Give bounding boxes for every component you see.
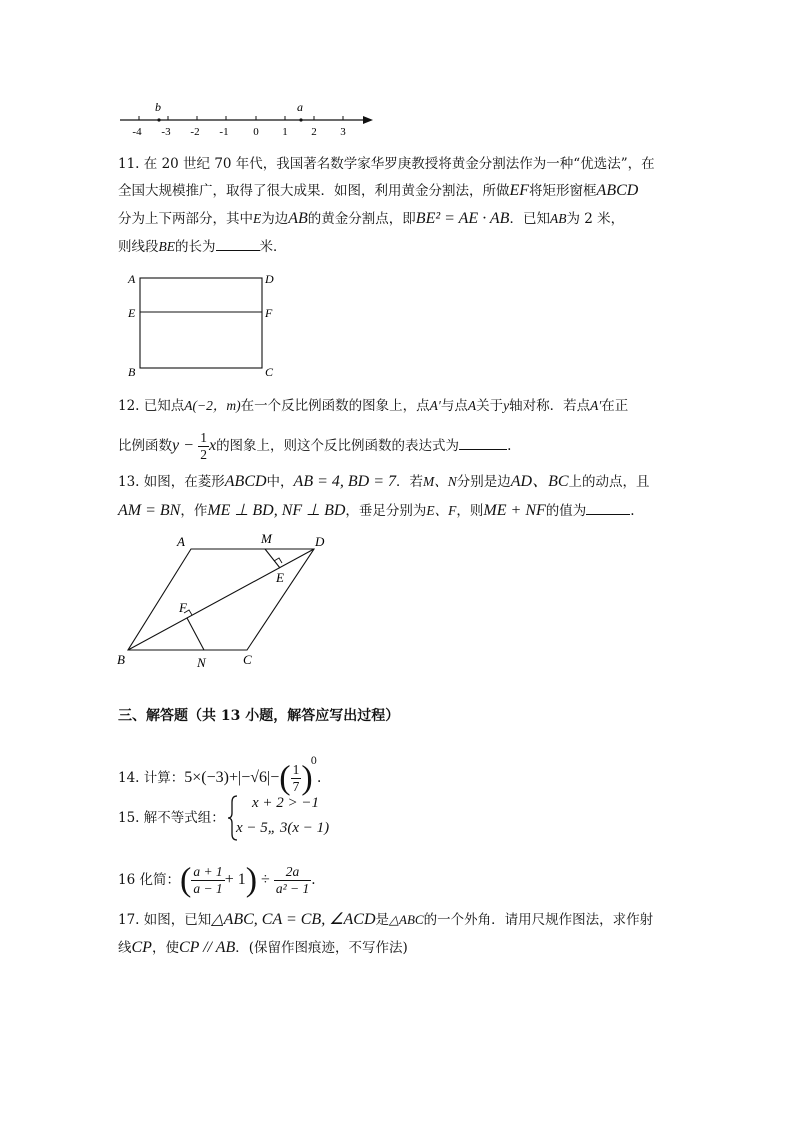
text: 轴对称．若点 [509, 398, 591, 414]
paren-open: ( [279, 759, 291, 797]
math-golden-ratio: BE² = AE · AB [415, 210, 510, 227]
math-be: BE [158, 239, 175, 254]
text: 在 20 世纪 70 年代，我国著名数学家华罗庚教授将黄金分割法作为一种“优选法”，在 [143, 156, 655, 172]
text: 分别是边 [456, 474, 511, 490]
text: 17. 如图，已知 [118, 912, 212, 928]
divide-sign: ÷ [261, 871, 270, 888]
math-point-a: A(−2，m) [184, 398, 241, 413]
label-d: D [265, 272, 274, 286]
q11-line3 [118, 209, 624, 229]
text: 的黄金分割点，即 [307, 211, 416, 227]
label-a: A [128, 272, 136, 286]
text: 的值为 [545, 503, 587, 519]
label-d: D [315, 534, 325, 549]
label-c: C [265, 365, 274, 379]
rhombus-figure [115, 528, 345, 673]
text: 13. 如图，在菱形 [118, 474, 225, 490]
answer-blank [459, 437, 507, 450]
q15-label: 15. 解不等式组： [118, 810, 225, 826]
fraction-a-plus-1 [191, 864, 224, 897]
label-e: E [128, 306, 136, 320]
text: 线 [118, 940, 132, 956]
math-triangle: △ABC, CA = CB, ∠ACD [211, 911, 376, 928]
q11-line1 [118, 154, 655, 174]
text: 全国大规模推广，取得了很大成果．如图，利用黄金分割法，所做 [118, 183, 510, 199]
text: . [507, 438, 512, 454]
math-perpendiculars: ME ⊥ BD, NF ⊥ BD [207, 502, 346, 519]
numerator: a + 1 [193, 864, 223, 879]
exponent: 0 [310, 756, 318, 767]
math-abcd: ABCD [224, 473, 267, 490]
math-abcd: ABCD [596, 182, 639, 199]
q14 [118, 742, 321, 799]
text: 将矩形窗框 [529, 183, 597, 199]
question-number: 11. [118, 156, 140, 172]
tick-label: -1 [219, 126, 229, 138]
denominator: a − 1 [193, 881, 223, 896]
text: 的长为 [175, 239, 216, 255]
text: 比例函数 [118, 438, 172, 454]
text: ，使 [151, 940, 179, 956]
denominator: 7 [292, 779, 300, 794]
tick-label: 0 [253, 126, 259, 138]
numerator: 1 [200, 430, 207, 445]
text: 为 2 米， [566, 211, 625, 227]
math-e: E [253, 211, 262, 226]
text: 在正 [601, 398, 629, 414]
paren-open: ( [179, 861, 192, 899]
text: 关于 [476, 398, 504, 414]
text: ．已知 [509, 211, 550, 227]
fraction-one-half [198, 430, 209, 463]
text: 米． [259, 239, 287, 255]
text: 的一个外角．请用尺规作图法，求作射 [423, 912, 654, 928]
text: 的图象上，则这个反比例函数的表达式为 [216, 438, 460, 454]
math-cp: CP [131, 939, 152, 956]
text: ．若 [396, 474, 424, 490]
q11-line2 [118, 181, 638, 201]
math-am-bn: AM = BN [118, 502, 181, 519]
rectangle-figure [120, 268, 280, 380]
point-b-label: b [155, 100, 161, 114]
numerator: 1 [292, 762, 300, 777]
text: 14. 计算： [118, 770, 185, 786]
text: 分为上下两部分，其中 [118, 211, 253, 227]
math-ef: E、F [426, 503, 457, 518]
label-b: B [128, 365, 136, 379]
q17-line1 [118, 910, 653, 930]
text: 是 [375, 912, 390, 928]
label-n: N [197, 655, 206, 670]
math-me-nf: ME + NF [483, 502, 546, 519]
math-ef: EF [509, 182, 530, 199]
text: 中， [266, 474, 294, 490]
tick-label: 1 [282, 126, 288, 138]
math-parallel: CP // AB [178, 939, 236, 956]
math-lengths: AB = 4, BD = 7 [293, 473, 397, 490]
point-a-label: a [297, 100, 303, 114]
paren-close: ) [301, 759, 313, 797]
fraction-2a [274, 864, 311, 897]
label-m: M [261, 531, 272, 546]
tick-label: 3 [340, 126, 346, 138]
tick-label: 2 [311, 126, 317, 138]
q12-line2 [118, 428, 511, 464]
text: ，垂足分别为 [345, 503, 427, 519]
q11-line4 [118, 237, 287, 257]
text: 则线段 [118, 239, 159, 255]
math-y: y − [172, 437, 194, 454]
math-a: A [467, 398, 477, 413]
math-expression: 5×(−3)+|−√6|− [184, 769, 280, 786]
fraction-one-seventh [291, 762, 302, 795]
text: 为边 [261, 211, 289, 227]
math-mn: M、N [423, 474, 457, 489]
tick-label: -4 [132, 126, 142, 138]
plus-one: + 1 [224, 871, 246, 888]
label-e: E [276, 570, 284, 585]
q17-line2 [118, 938, 408, 958]
label-a: A [177, 534, 185, 549]
label-b: B [117, 652, 125, 667]
math-triangle-abc: △ABC [389, 912, 424, 927]
label-c: C [243, 652, 252, 667]
label-f: F [265, 306, 273, 320]
text: . [317, 770, 322, 786]
q13-line2 [118, 501, 635, 521]
text: . [311, 872, 316, 888]
text: 在一个反比例函数的图象上，点 [240, 398, 430, 414]
text: . [630, 503, 635, 519]
text: ，则 [456, 503, 484, 519]
text: 16 化简： [118, 872, 180, 888]
q16 [118, 858, 316, 903]
math-a-prime: A′ [590, 398, 602, 413]
text: 与点 [440, 398, 468, 414]
math-sides: AD、BC [510, 473, 569, 490]
inequality-2: x − 5„ 3(x − 1) [236, 820, 330, 836]
denominator: 2 [200, 447, 207, 462]
math-y: y [503, 398, 510, 413]
label-f: F [179, 600, 187, 615]
q13-line1 [118, 472, 650, 492]
answer-blank [586, 502, 630, 515]
text: ．(保留作图痕迹，不写作法) [235, 940, 408, 956]
math-x: x [208, 437, 217, 454]
tick-label: -3 [161, 126, 171, 138]
text: 12. 已知点 [118, 398, 185, 414]
text: 上的动点，且 [568, 474, 650, 490]
numerator: 2a [274, 864, 311, 881]
paren-close: ) [245, 861, 258, 899]
inequality-1: x + 2 > −1 [252, 795, 320, 811]
number-line [115, 96, 385, 138]
tick-label: -2 [190, 126, 200, 138]
math-ab: AB [288, 210, 308, 227]
answer-blank [216, 238, 260, 251]
math-a-prime: A′ [429, 398, 441, 413]
q12-line1 [118, 396, 628, 416]
text: ，作 [180, 503, 208, 519]
math-ab: AB [549, 211, 567, 226]
section-title: 三、解答题（共 13 小题，解答应写出过程） [118, 708, 400, 724]
denominator: a² − 1 [275, 881, 310, 896]
